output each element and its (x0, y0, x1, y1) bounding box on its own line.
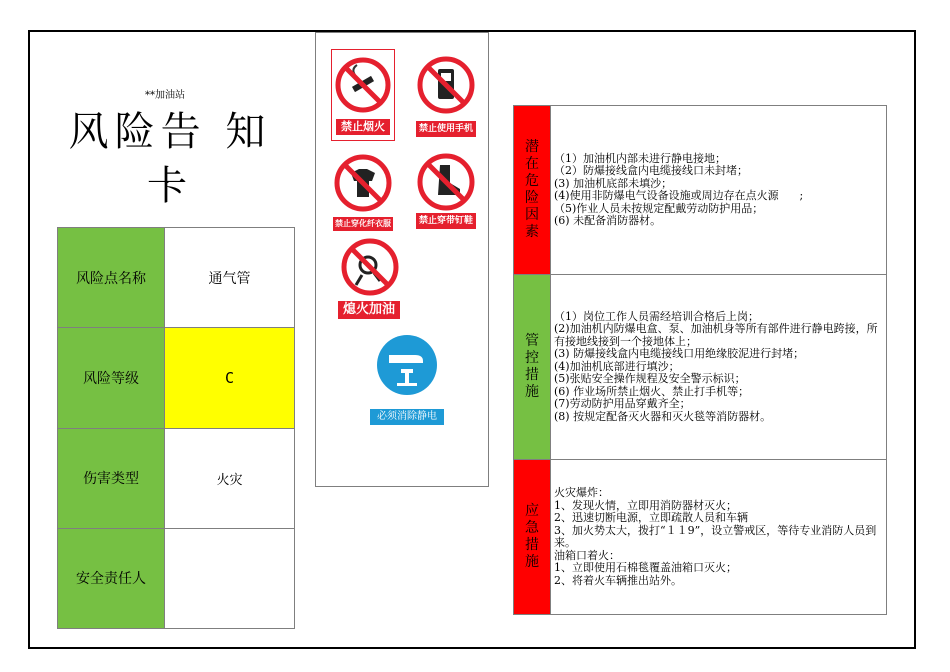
list-item: （1）岗位工作人员需经培训合格后上岗； (554, 309, 759, 323)
sign-label: 禁止烟火 (336, 119, 390, 135)
sign-discharge-static (370, 333, 444, 429)
sign-no-mobile-phone (414, 53, 478, 141)
list-item: (7)劳动防护用品穿戴齐全； (554, 397, 691, 411)
list-item: 火灾爆炸： (554, 486, 609, 499)
risk-point-name-label: 风险点名称 (58, 228, 165, 328)
list-item: （2）防爆接线盒内电缆接线口未封堵； (554, 164, 748, 177)
list-item: 1、发现火情，立即用消防器材灭火； (554, 498, 737, 512)
list-item: 2、迅速切断电源，立即疏散人员和车辆 (554, 511, 748, 524)
list-item: (4)加油机底部进行填沙； (554, 359, 680, 373)
list-item: (4)使用非防爆电气设备设施或周边存在点火源 ; (554, 189, 804, 202)
no-smoking-icon (331, 51, 395, 121)
sign-label: 禁止穿化纤衣服 (333, 217, 393, 231)
risk-point-name-value: 通气管 (165, 228, 295, 328)
list-item: (5)张贴安全操作规程及安全警示标识； (554, 372, 746, 386)
section-title-hazards (514, 106, 551, 275)
sign-no-smoking (331, 49, 395, 141)
risk-info-table (57, 227, 295, 629)
sign-engine-off-refuel (336, 235, 406, 323)
discharge-static-icon (375, 333, 439, 397)
risk-level-label: 风险等级 (58, 328, 165, 428)
section-title-text: 管控措施 (525, 333, 539, 400)
emergency-content (551, 460, 887, 615)
sign-label: 熄火加油 (338, 301, 400, 319)
table-row (58, 228, 295, 328)
section-title-controls (514, 275, 551, 460)
safety-signs-panel (315, 32, 489, 487)
sign-label: 禁止穿带钉鞋 (416, 213, 476, 229)
no-mobile-phone-icon (414, 53, 478, 119)
risk-measures-table (513, 105, 887, 615)
no-synthetic-clothing-icon (331, 151, 395, 215)
section-title-text: 应急措施 (525, 503, 539, 570)
list-item: (6) 未配备消防器材。 (554, 214, 662, 227)
safety-owner-value (165, 528, 295, 628)
table-row (514, 460, 887, 615)
safety-owner-label: 安全责任人 (58, 528, 165, 628)
table-row (58, 328, 295, 428)
table-row (58, 428, 295, 528)
list-item: 3、加火势太大，拨打“１１9”，设立警戒区，等待专业消防人员到来。 (554, 523, 877, 549)
hazards-content (551, 106, 887, 275)
sign-no-spiked-shoes (414, 151, 478, 235)
list-item: (8) 按规定配备灭火器和灭火毯等消防器材。 (554, 409, 772, 423)
list-item: （1）加油机内部未进行静电接地； (554, 151, 726, 165)
controls-content (551, 275, 887, 460)
table-row (514, 106, 887, 275)
list-item: 油箱口着火： (554, 548, 620, 562)
sign-label: 禁止使用手机 (416, 121, 476, 137)
list-item: (3) 加油机底部未填沙； (554, 176, 673, 190)
sign-no-synthetic-clothing (331, 151, 395, 235)
harm-type-value: 火灾 (165, 428, 295, 528)
list-item: (3) 防爆接线盒内电缆接线口用绝缘胶泥进行封堵； (554, 347, 805, 361)
no-spiked-shoes-icon (414, 151, 478, 213)
station-name: **加油站 (145, 90, 185, 101)
list-item: (6) 作业场所禁止烟火、禁止打手机等； (554, 384, 750, 398)
table-row (514, 275, 887, 460)
list-item: (2)加油机内防爆电盒、泵、加油机身等所有部件进行静电跨接，所有接地线接到一个接地体上； (554, 322, 878, 348)
list-item: （5)作业人员未按规定配戴劳动防护用品； (554, 201, 764, 215)
list-item: 1、立即使用石棉毯覆盖油箱口灭火； (554, 561, 737, 574)
section-title-emergency (514, 460, 551, 615)
risk-level-value: C (165, 328, 295, 428)
table-row (58, 528, 295, 628)
sign-label: 必须消除静电 (370, 409, 444, 425)
card-title: 风险告 知卡 (68, 109, 272, 209)
engine-off-refuel-icon (338, 235, 402, 299)
section-title-text: 潜在危险因素 (525, 139, 539, 240)
list-item: 2、将着火车辆推出站外。 (554, 573, 682, 587)
harm-type-label: 伤害类型 (58, 428, 165, 528)
